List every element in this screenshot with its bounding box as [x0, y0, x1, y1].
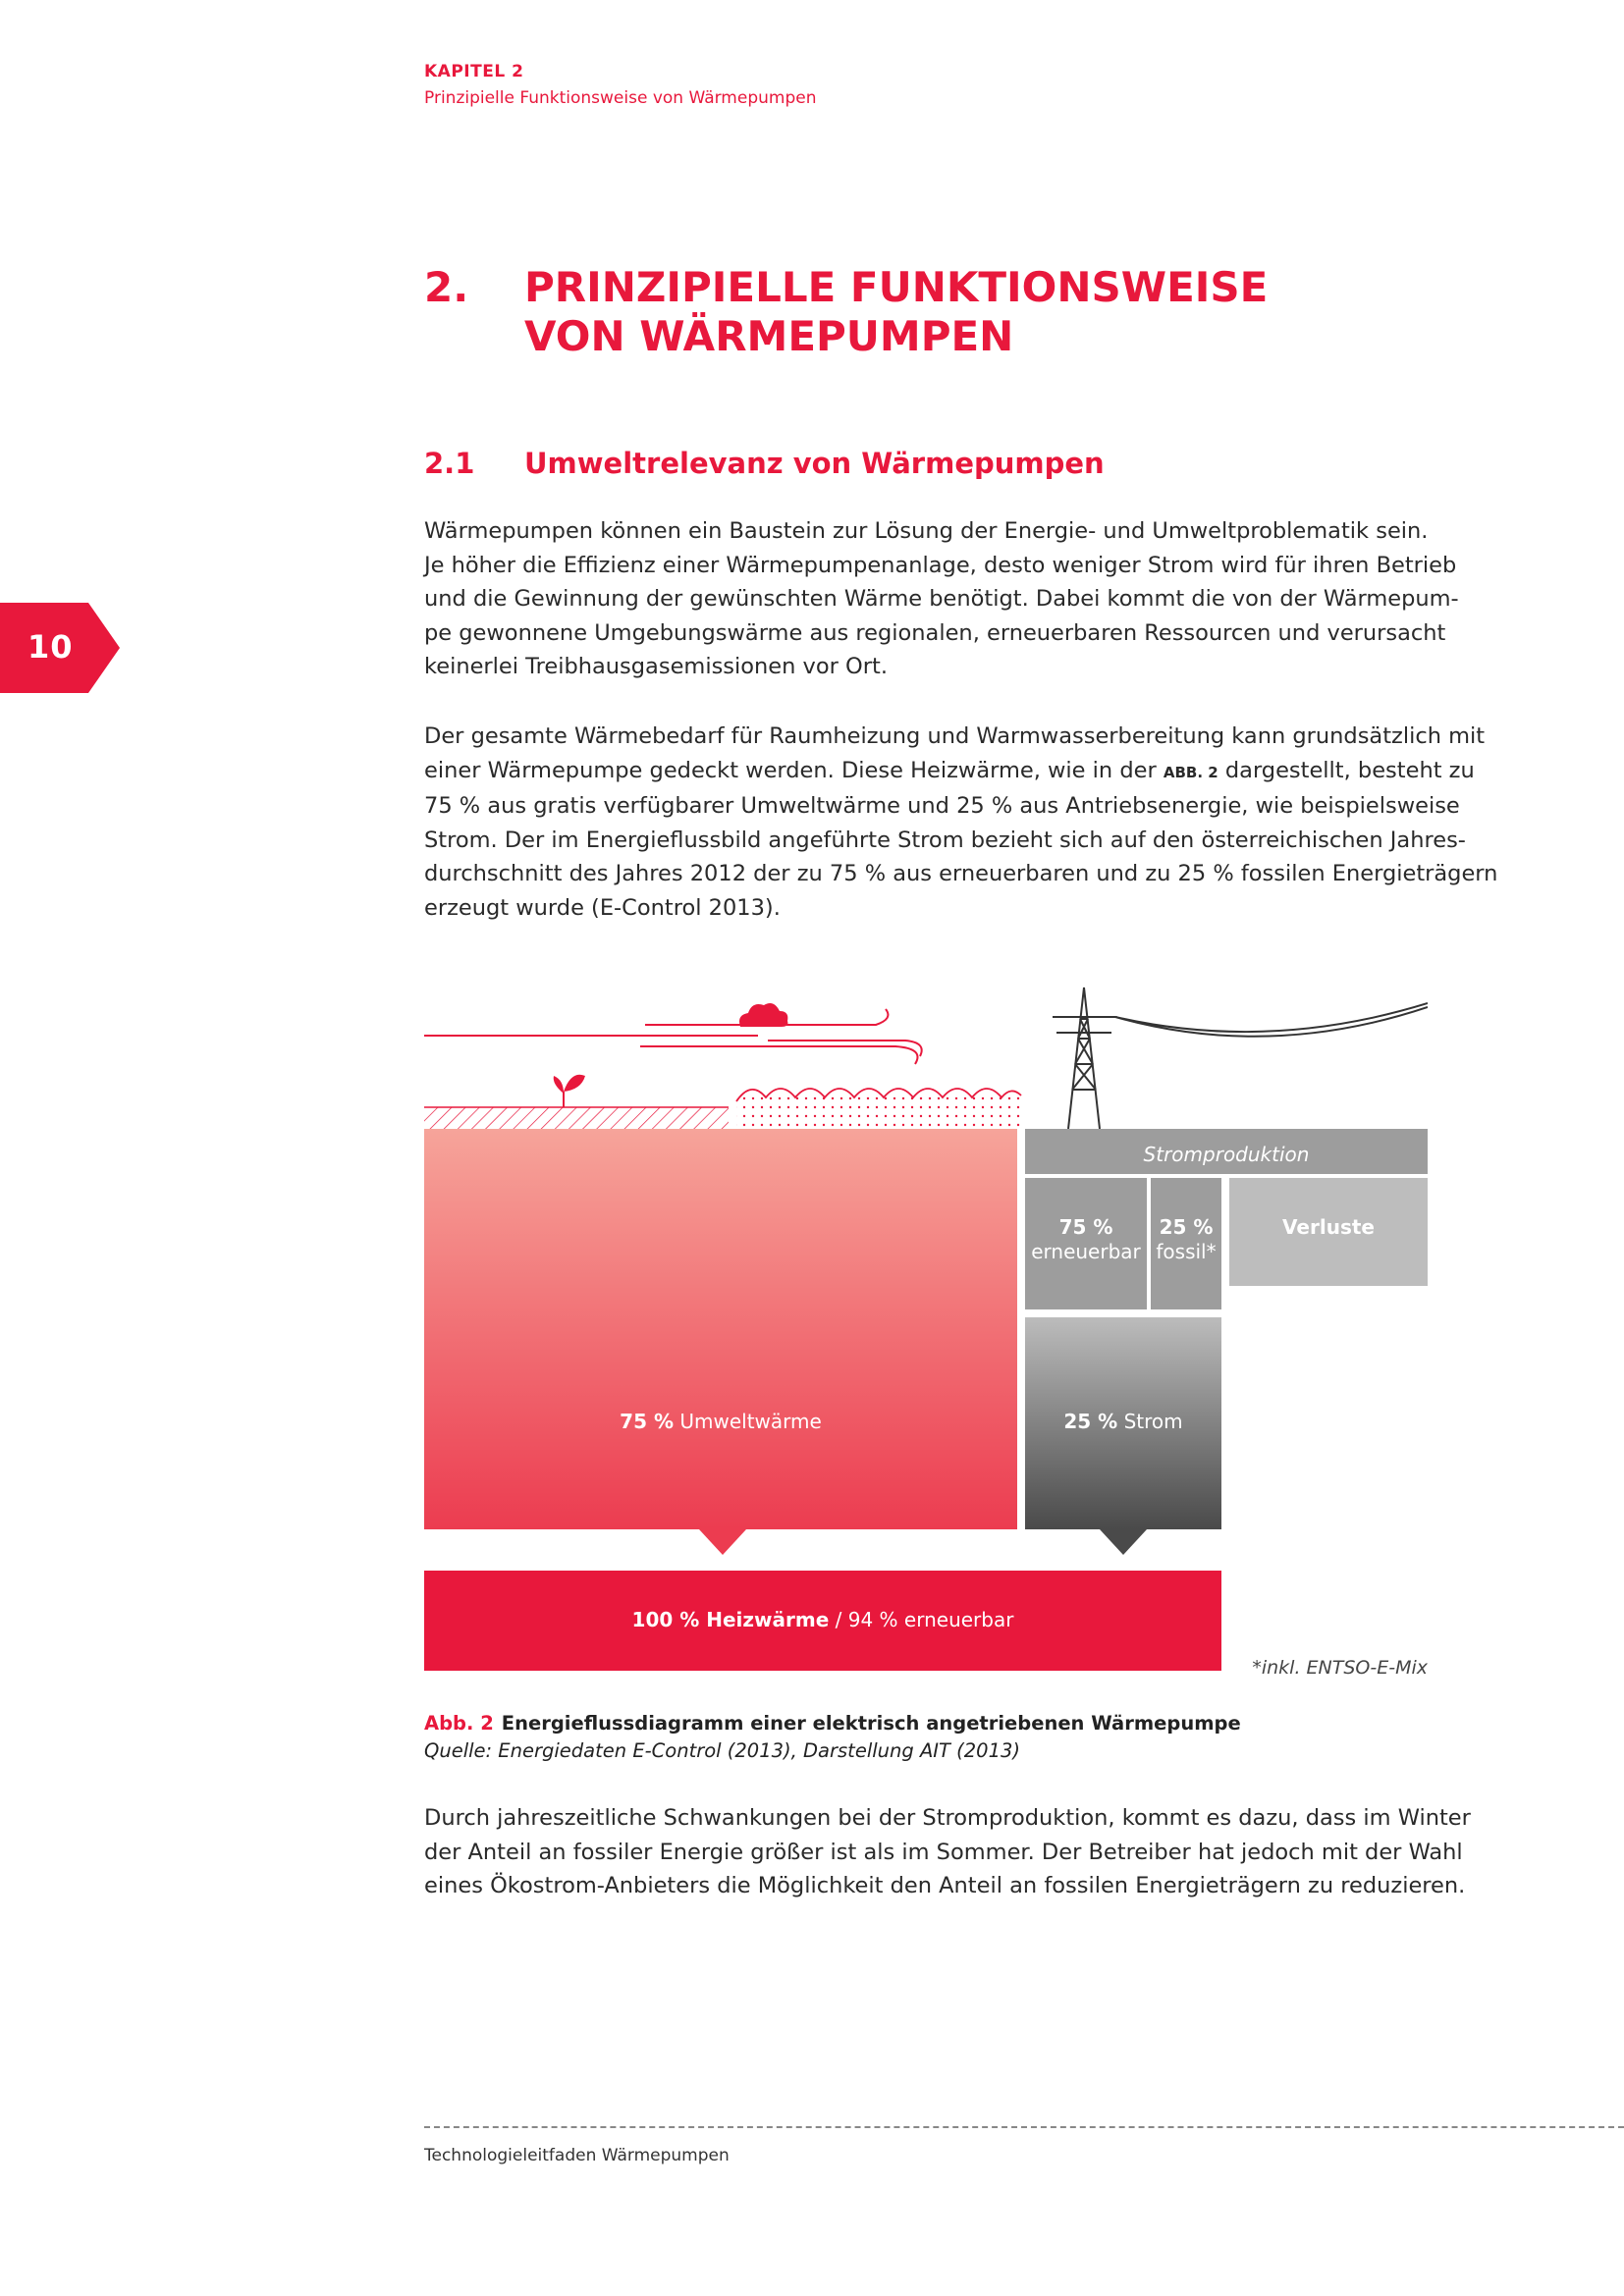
paragraph-line: erzeugt wurde (E-Control 2013).	[424, 894, 781, 921]
electricity-label	[1025, 1410, 1221, 1433]
power-pylon-icon	[1053, 988, 1428, 1129]
chapter-title	[524, 263, 1369, 361]
paragraph-line: Durch jahreszeitliche Schwankungen bei der Stromproduktion, kommt es dazu, dass im Winter	[424, 1805, 1471, 1831]
heating-label	[424, 1608, 1221, 1631]
heating-rest: / 94 % erneuerbar	[829, 1608, 1014, 1631]
page-number: 10	[27, 628, 74, 666]
renewable-pct: 75 %	[1058, 1215, 1113, 1239]
fossil-label: fossil*	[1156, 1240, 1217, 1263]
paragraph-1	[424, 514, 1459, 684]
paragraph-line: Je höher die Effizienz einer Wärmepumpenanlage, desto weniger Strom wird für ihren Betrieb	[424, 552, 1457, 578]
paragraph-line: Strom. Der im Energieflussbild angeführte Strom bezieht sich auf den österreichischen Jahres-	[424, 827, 1466, 853]
chapter-kicker: KAPITEL 2	[424, 62, 524, 81]
footer-divider	[424, 2126, 1624, 2128]
paragraph-text: dargestellt, besteht zu	[1218, 757, 1475, 783]
cloud-icon	[739, 1003, 787, 1027]
paragraph-line: der Anteil an fossiler Energie größer ist als im Sommer. Der Betreiber hat jedoch mit der Wahl	[424, 1839, 1463, 1865]
plant-icon	[554, 1075, 585, 1107]
paragraph-line: Der gesamte Wärmebedarf für Raumheizung und Warmwasserbereitung kann grundsätzlich mit	[424, 723, 1486, 749]
ground-hatch	[424, 1107, 729, 1129]
stromproduktion-label: Stromproduktion	[1143, 1143, 1310, 1166]
paragraph-line: keinerlei Treibhausgasemissionen vor Ort.	[424, 654, 888, 679]
diagram-footnote: *inkl. ENTSO-E-Mix	[1252, 1657, 1428, 1679]
paragraph-line: Wärmepumpen können ein Baustein zur Lösung der Energie- und Umweltproblematik sein.	[424, 518, 1429, 544]
paragraph-line: durchschnitt des Jahres 2012 der zu 75 % aus erneuerbaren und zu 25 % fossilen Energieträgern	[424, 861, 1498, 886]
paragraph-2	[424, 720, 1498, 925]
figure-reference-link[interactable]: ABB. 2	[1163, 763, 1218, 781]
figure-label: Abb. 2	[424, 1712, 494, 1735]
chapter-title-line2: VON WÄRMEPUMPEN	[524, 312, 1014, 360]
section-title: Umweltrelevanz von Wärmepumpen	[524, 447, 1105, 480]
heating-bold: 100 % Heizwärme	[631, 1608, 830, 1631]
paragraph-line	[424, 754, 1475, 790]
paragraph-text: einer Wärmepumpe gedeckt werden. Diese Heizwärme, wie in der	[424, 757, 1164, 783]
diagram-graphic	[424, 982, 1428, 1688]
paragraph-line: und die Gewinnung der gewünschten Wärme benötigt. Dabei kommt die von der Wärmepum-	[424, 586, 1459, 612]
paragraph-line: pe gewonnene Umgebungswärme aus regionalen, erneuerbaren Ressourcen und verursacht	[424, 619, 1446, 646]
paragraph-line: 75 % aus gratis verfügbarer Umweltwärme und 25 % aus Antriebsenergie, wie beispielsweise	[424, 793, 1460, 819]
fossil-pct: 25 %	[1159, 1215, 1214, 1239]
wind-icon	[424, 1009, 922, 1064]
chapter-title-line1: PRINZIPIELLE FUNKTIONSWEISE	[524, 263, 1269, 311]
electricity-text: Strom	[1117, 1410, 1183, 1433]
losses-label: Verluste	[1282, 1215, 1375, 1239]
ambient-heat-text: Umweltwärme	[674, 1410, 822, 1433]
renewable-label: erneuerbar	[1031, 1240, 1141, 1263]
electricity-pct: 25 %	[1063, 1410, 1118, 1433]
chapter-number: 2.	[424, 263, 469, 311]
water-dots	[736, 1094, 1021, 1129]
figure-title: Energieflussdiagramm einer elektrisch angetriebenen Wärmepumpe	[501, 1712, 1241, 1735]
chapter-subtitle: Prinzipielle Funktionsweise von Wärmepumpen	[424, 88, 817, 108]
energy-flow-diagram	[424, 982, 1428, 1688]
figure-caption	[424, 1712, 1241, 1735]
paragraph-line: eines Ökostrom-Anbieters die Möglichkeit den Anteil an fossilen Energieträgern zu reduzieren.	[424, 1873, 1466, 1898]
ambient-heat-pct: 75 %	[620, 1410, 675, 1433]
ambient-heat-block	[424, 1129, 1017, 1529]
figure-source: Quelle: Energiedaten E-Control (2013), Darstellung AIT (2013)	[424, 1739, 1020, 1762]
section-number: 2.1	[424, 447, 475, 480]
paragraph-3	[424, 1801, 1471, 1903]
footer-title: Technologieleitfaden Wärmepumpen	[424, 2146, 730, 2165]
ambient-heat-label	[424, 1410, 1017, 1433]
